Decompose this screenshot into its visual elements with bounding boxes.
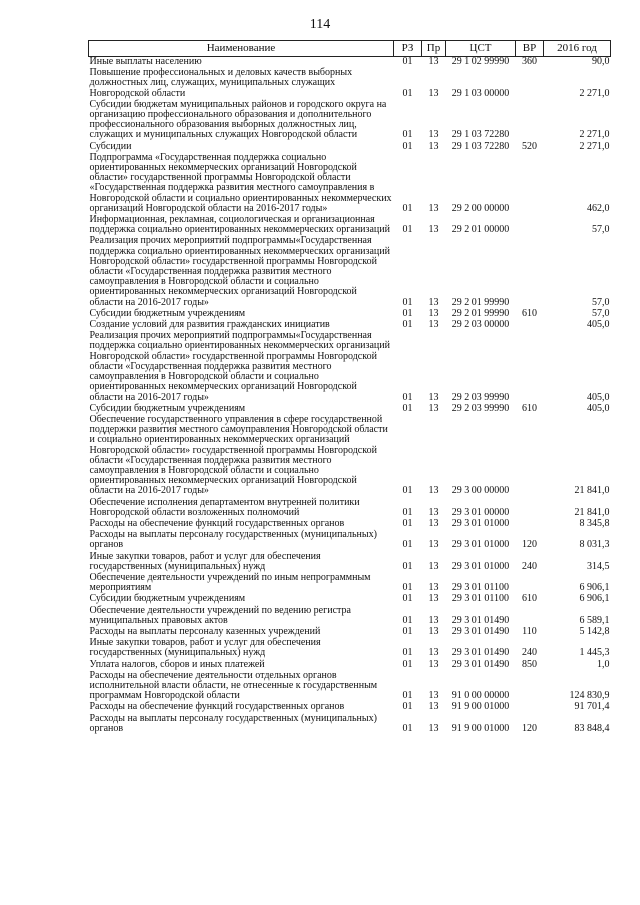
row-amount: 57,0: [592, 296, 610, 308]
row-rz: 01: [402, 140, 413, 152]
row-cst: 91 0 00 00000: [451, 690, 510, 702]
row-pr: 13: [428, 517, 439, 529]
table-row: [89, 100, 611, 142]
row-vr: 240: [522, 560, 537, 572]
row-name: Расходы на обеспечение деятельности отдельных органов исполнительной власти области, не отнесенные к государственным программам Новгородской области: [89, 669, 378, 702]
row-cst: 29 3 01 01490: [451, 658, 510, 670]
row-name: Реализация прочих мероприятий подпрограммы«Государственная поддержка социально ориентированных некоммерческих организаций Новгородской области» государственной программы Новгородской области «Государственная поддержка развития местного самоуправления в Новгородской области и социально ориентированных некоммерческих организаций Новгородской области на 2016-2017 годы»: [89, 330, 390, 403]
row-cst: 29 3 01 01490: [451, 625, 510, 637]
table-row: [89, 331, 611, 403]
row-vr: [516, 415, 544, 498]
row-cst: 29 2 01 99990: [451, 307, 510, 319]
row-cst: 29 2 01 00000: [451, 224, 510, 236]
row-amount: 8 345,8: [579, 517, 610, 529]
row-amount: 405,0: [587, 402, 610, 414]
row-pr: 13: [428, 614, 439, 626]
row-vr: [516, 331, 544, 403]
row-vr: [516, 236, 544, 308]
row-amount: 314,5: [587, 560, 610, 572]
row-pr: 13: [428, 658, 439, 670]
table-row: [89, 215, 611, 236]
table-row: [89, 153, 611, 215]
page-number: 114: [309, 17, 331, 32]
row-pr: 13: [428, 129, 439, 141]
row-rz: 01: [402, 560, 413, 572]
row-amount: 2 271,0: [579, 140, 610, 152]
row-vr: [516, 215, 544, 236]
row-amount: 405,0: [587, 319, 610, 331]
row-rz: 01: [402, 224, 413, 236]
row-vr: [516, 153, 544, 215]
row-rz: 01: [402, 319, 413, 331]
row-rz: 01: [402, 391, 413, 403]
row-cst: 29 3 01 01490: [451, 647, 510, 659]
row-amount: 57,0: [592, 307, 610, 319]
row-name: Субсидии бюджетам муниципальных районов и городского округа на организацию профессионального образования и дополнительного профессионального образования выборных должностных лиц, служащих и муниципальных служащих Новгородской области: [89, 98, 387, 141]
table-row: [89, 498, 611, 519]
row-vr: 240: [522, 647, 537, 659]
row-amount: 6 906,1: [579, 593, 610, 605]
row-rz: 01: [402, 701, 413, 713]
row-pr: 13: [428, 224, 439, 236]
row-amount: 21 841,0: [574, 506, 610, 518]
row-cst: 29 3 01 01100: [451, 582, 510, 594]
row-name: Расходы на обеспечение функций государственных органов: [89, 701, 345, 713]
row-vr: 110: [522, 625, 537, 637]
row-name: Обеспечение исполнения департаментом внутренней политики Новгородской области возложенных полномочий: [89, 496, 360, 518]
row-rz: 01: [402, 129, 413, 141]
row-rz: 01: [402, 582, 413, 594]
table-row: [89, 236, 611, 308]
row-name: Расходы на выплаты персоналу государственных (муниципальных) органов: [89, 529, 377, 551]
row-vr: [516, 498, 544, 519]
row-cst: 29 3 00 00000: [451, 485, 510, 497]
row-pr: 13: [428, 582, 439, 594]
row-rz: 01: [402, 647, 413, 659]
row-rz: 01: [402, 517, 413, 529]
row-amount: 57,0: [592, 224, 610, 236]
row-cst: 29 3 01 01490: [451, 614, 510, 626]
header-vr: ВР: [516, 41, 544, 57]
row-pr: 13: [428, 391, 439, 403]
row-vr: 610: [522, 307, 537, 319]
row-name: Уплата налогов, сборов и иных платежей: [89, 658, 265, 670]
row-amount: 1 445,3: [579, 647, 610, 659]
row-cst: 91 9 00 01000: [451, 701, 510, 713]
row-cst: 29 3 01 01100: [451, 593, 510, 605]
table-row: [89, 638, 611, 659]
row-vr: 120: [522, 539, 537, 551]
row-rz: 01: [402, 56, 413, 67]
row-name: Расходы на обеспечение функций государственных органов: [89, 517, 345, 529]
row-vr: [516, 606, 544, 627]
row-name: Субсидии бюджетным учреждениям: [89, 307, 246, 319]
row-vr: [516, 573, 544, 594]
row-cst: 29 3 01 01000: [451, 539, 510, 551]
row-pr: 13: [428, 296, 439, 308]
budget-table: [88, 40, 611, 735]
row-amount: 6 906,1: [579, 582, 610, 594]
row-name: Субсидии бюджетным учреждениям: [89, 402, 246, 414]
row-cst: 91 9 00 01000: [451, 722, 510, 734]
row-rz: 01: [402, 722, 413, 734]
row-amount: 6 589,1: [579, 614, 610, 626]
row-pr: 13: [428, 647, 439, 659]
row-cst: 29 2 01 99990: [451, 296, 510, 308]
row-amount: 1,0: [597, 658, 610, 670]
row-amount: 2 271,0: [579, 87, 610, 99]
row-vr: 120: [522, 722, 537, 734]
row-rz: 01: [402, 307, 413, 319]
row-pr: 13: [428, 625, 439, 637]
row-cst: 29 3 01 01000: [451, 560, 510, 572]
row-rz: 01: [402, 539, 413, 551]
header-name: Наименование: [89, 41, 394, 57]
table-row: [89, 606, 611, 627]
row-amount: 90,0: [592, 56, 610, 67]
row-amount: 5 142,8: [579, 625, 610, 637]
row-pr: 13: [428, 319, 439, 331]
row-cst: 29 1 03 00000: [451, 87, 510, 99]
table-row: [89, 573, 611, 594]
row-vr: [516, 519, 544, 530]
row-name: Информационная, рекламная, социологическая и организационная поддержка социально ориентированных некоммерческих организаций: [89, 214, 390, 236]
row-amount: 124 830,9: [569, 690, 610, 702]
row-name: Субсидии бюджетным учреждениям: [89, 593, 246, 605]
row-vr: [516, 702, 544, 713]
table-row: [89, 702, 611, 713]
row-pr: 13: [428, 539, 439, 551]
row-cst: 29 1 03 72280: [451, 129, 510, 141]
row-name: Субсидии: [89, 140, 132, 152]
row-pr: 13: [428, 701, 439, 713]
row-vr: 610: [522, 402, 537, 414]
row-vr: 610: [522, 593, 537, 605]
row-amount: 91 701,4: [574, 701, 610, 713]
row-cst: 29 2 03 00000: [451, 319, 510, 331]
row-name: Расходы на выплаты персоналу казенных учреждений: [89, 625, 321, 637]
row-vr: [516, 671, 544, 703]
table-body: [89, 57, 611, 736]
row-rz: 01: [402, 614, 413, 626]
table-row: [89, 415, 611, 498]
row-name: Иные выплаты населению: [89, 56, 202, 67]
table-row: [89, 552, 611, 573]
row-pr: 13: [428, 593, 439, 605]
row-cst: 29 3 01 01000: [451, 517, 510, 529]
row-pr: 13: [428, 485, 439, 497]
row-amount: 2 271,0: [579, 129, 610, 141]
table-row: [89, 530, 611, 551]
row-vr: 360: [522, 56, 537, 67]
row-vr: 850: [522, 658, 537, 670]
row-name: Обеспечение государственного управления в сфере государственной поддержки развития местного самоуправления Новгородской области и социально ориентированных некоммерческих организаций Новгородской области» государственной программы Новгородской области «Государственная поддержка развития местного самоуправления в Новгородской области и социально ориентированных некоммерческих организаций Новгородской области на 2016-2017 годы»: [89, 413, 388, 497]
header-cst: ЦСТ: [446, 41, 516, 57]
table-row: [89, 594, 611, 605]
row-amount: 8 031,3: [579, 539, 610, 551]
row-pr: 13: [428, 402, 439, 414]
row-vr: [516, 68, 544, 100]
row-rz: 01: [402, 658, 413, 670]
header-rz: РЗ: [394, 41, 422, 57]
row-rz: 01: [402, 625, 413, 637]
row-pr: 13: [428, 307, 439, 319]
row-pr: 13: [428, 87, 439, 99]
row-rz: 01: [402, 506, 413, 518]
row-rz: 01: [402, 296, 413, 308]
row-name: Создание условий для развития гражданских инициатив: [89, 319, 330, 331]
row-pr: 13: [428, 690, 439, 702]
row-pr: 13: [428, 56, 439, 67]
row-name: Подпрограмма «Государственная поддержка социально ориентированных некоммерческих организаций Новгородской области» государственной программы Новгородской области «Государственная поддержка развития местного самоуправления в Новгородской области и социально ориентированных некоммерческих организаций Новгородской области на 2016-2017 годы»: [89, 151, 392, 214]
row-rz: 01: [402, 690, 413, 702]
row-rz: 01: [402, 402, 413, 414]
row-pr: 13: [428, 560, 439, 572]
row-name: Расходы на выплаты персоналу государственных (муниципальных) органов: [89, 712, 377, 734]
row-rz: 01: [402, 202, 413, 214]
row-rz: 01: [402, 87, 413, 99]
table-row: [89, 68, 611, 100]
row-rz: 01: [402, 485, 413, 497]
header-year: 2016 год: [544, 41, 611, 57]
row-cst: 29 3 01 00000: [451, 506, 510, 518]
row-pr: 13: [428, 506, 439, 518]
table-row: [89, 714, 611, 735]
row-amount: 462,0: [587, 202, 610, 214]
row-pr: 13: [428, 202, 439, 214]
row-cst: 29 1 03 72280: [451, 140, 510, 152]
row-vr: [516, 320, 544, 331]
row-pr: 13: [428, 140, 439, 152]
row-vr: [516, 100, 544, 142]
row-cst: 29 2 03 99990: [451, 391, 510, 403]
header-pr: Пр: [422, 41, 446, 57]
row-vr: 520: [522, 140, 537, 152]
row-name: Повышение профессиональных и деловых качеств выборных должностных лиц, служащих, муниципальных служащих Новгородской области: [89, 67, 353, 99]
row-name: Иные закупки товаров, работ и услуг для обеспечения государственных (муниципальных) нужд: [89, 637, 321, 659]
row-rz: 01: [402, 593, 413, 605]
row-amount: 405,0: [587, 391, 610, 403]
row-name: Реализация прочих мероприятий подпрограммы«Государственная поддержка социально ориентированных некоммерческих организаций Новгородской области» государственной программы Новгородской области «Государственная поддержка развития местного самоуправления в Новгородской области и социально ориентированных некоммерческих организаций Новгородской области на 2016-2017 годы»: [89, 235, 390, 308]
table-header: [89, 41, 611, 57]
row-amount: 21 841,0: [574, 485, 610, 497]
row-cst: 29 1 02 99990: [451, 56, 510, 67]
row-name: Обеспечение деятельности учреждений по ведению регистра муниципальных правовых актов: [89, 604, 351, 626]
row-name: Иные закупки товаров, работ и услуг для обеспечения государственных (муниципальных) нужд: [89, 550, 321, 572]
row-name: Обеспечение деятельности учреждений по иным непрограммным мероприятиям: [89, 571, 371, 594]
row-amount: 83 848,4: [574, 722, 610, 734]
row-cst: 29 2 03 99990: [451, 402, 510, 414]
row-cst: 29 2 00 00000: [451, 202, 510, 214]
row-pr: 13: [428, 722, 439, 734]
table-row: [89, 671, 611, 703]
